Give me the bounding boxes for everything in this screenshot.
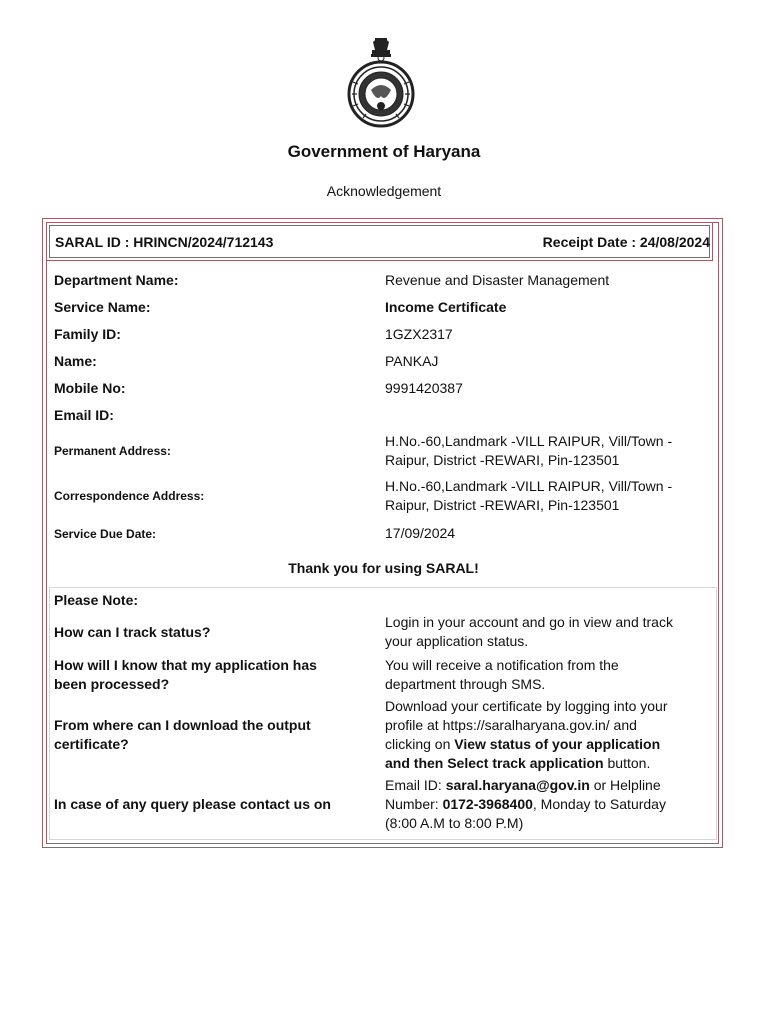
download-answer-line4 [385, 754, 715, 773]
track-answer-line1: Login in your account and go in view and track [385, 614, 673, 630]
contact-email-prefix: Email ID: [385, 777, 446, 793]
download-answer-line3 [385, 735, 715, 754]
download-question-line2: certificate? [54, 736, 129, 752]
page-subtitle: Acknowledgement [326, 183, 442, 199]
department-value: Revenue and Disaster Management [385, 272, 610, 288]
family-id-value: 1GZX2317 [385, 326, 453, 342]
contact-number-prefix: Number: [385, 796, 443, 812]
contact-answer-line2 [385, 795, 715, 814]
page-title: Government of Haryana [287, 142, 481, 161]
contact-or-helpline: or Helpline [589, 777, 661, 793]
mobile-value: 9991420387 [385, 380, 463, 396]
select-track-instruction: and then Select track application [385, 755, 604, 771]
download-answer-line2: profile at https://saralharyana.gov.in/ and [385, 717, 637, 733]
receipt-header [46, 222, 713, 261]
permanent-address-line1: H.No.-60,Landmark -VILL RAIPUR, Vill/Town - [385, 433, 673, 449]
correspondence-address-line1: H.No.-60,Landmark -VILL RAIPUR, Vill/Town - [385, 478, 673, 494]
contact-question: In case of any query please contact us on [54, 796, 331, 812]
acknowledgement-box [42, 218, 723, 848]
mobile-label: Mobile No: [54, 380, 126, 396]
name-label: Name: [54, 353, 97, 369]
service-label: Service Name: [54, 299, 151, 315]
name-value: PANKAJ [385, 353, 439, 369]
track-answer-line2: your application status. [385, 633, 529, 649]
download-answer-line1: Download your certificate by logging into your [385, 698, 668, 714]
family-id-label: Family ID: [54, 326, 121, 342]
email-label: Email ID: [54, 407, 114, 423]
receipt-date: Receipt Date : 24/08/2024 [542, 234, 710, 250]
contact-answer-line1 [385, 776, 715, 795]
processed-answer-line1: You will receive a notification from the [385, 657, 619, 673]
download-answer-line4-suffix: button. [603, 755, 651, 771]
contact-phone[interactable]: 0172-3968400 [442, 796, 533, 812]
processed-question-line1: How will I know that my application has [54, 657, 317, 673]
contact-email[interactable]: saral.haryana@gov.in [445, 777, 590, 793]
service-value: Income Certificate [385, 299, 507, 315]
state-emblem-icon [341, 32, 421, 132]
correspondence-address-line2: Raipur, District -REWARI, Pin-123501 [385, 497, 620, 513]
thank-you-message: Thank you for using SARAL! [288, 560, 479, 576]
track-question: How can I track status? [54, 624, 211, 640]
download-question-line1: From where can I download the output [54, 717, 311, 733]
view-status-instruction: View status of your application [454, 736, 661, 752]
contact-days: , Monday to Saturday [532, 796, 666, 812]
permanent-address-line2: Raipur, District -REWARI, Pin-123501 [385, 452, 620, 468]
download-answer-line3-prefix: clicking on [385, 736, 455, 752]
saral-id: SARAL ID : HRINCN/2024/712143 [55, 234, 274, 250]
correspondence-address-label: Correspondence Address: [54, 489, 205, 503]
service-due-date-label: Service Due Date: [54, 527, 157, 541]
notes-heading: Please Note: [54, 592, 139, 608]
permanent-address-label: Permanent Address: [54, 444, 171, 458]
processed-question-line2: been processed? [54, 676, 170, 692]
department-label: Department Name: [54, 272, 179, 288]
service-due-date-value: 17/09/2024 [385, 525, 456, 541]
contact-hours: (8:00 A.M to 8:00 P.M) [385, 815, 524, 831]
processed-answer-line2: department through SMS. [385, 676, 546, 692]
